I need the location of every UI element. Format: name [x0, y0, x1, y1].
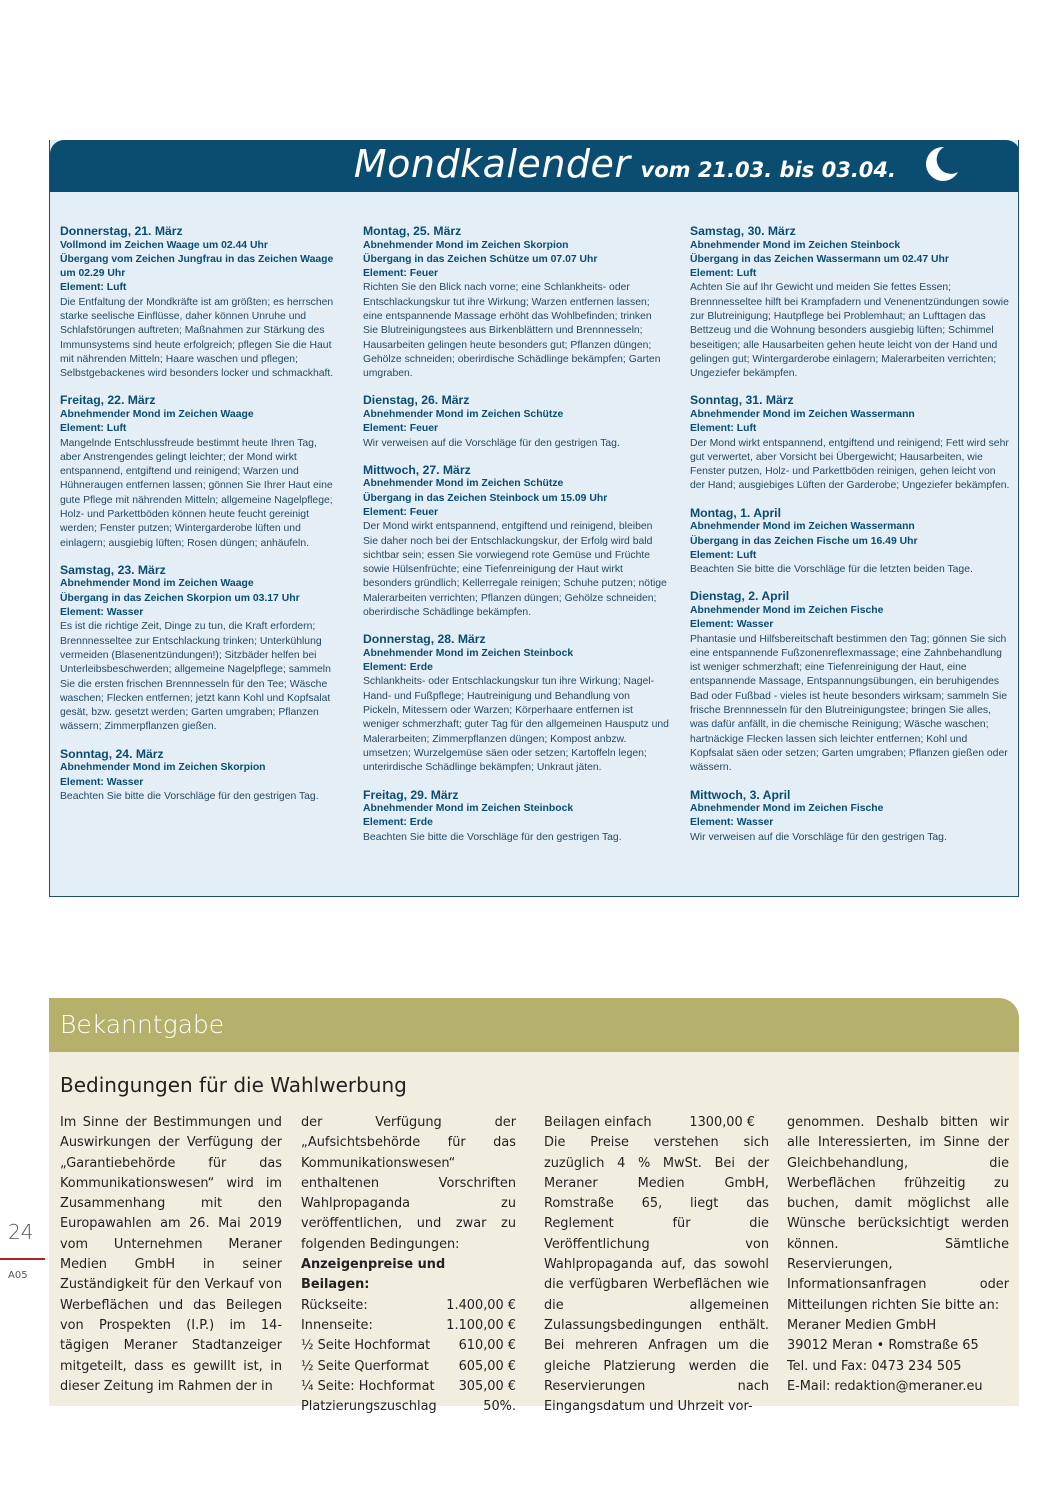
price-value: 1300,00 €: [689, 1115, 755, 1130]
price-row: [301, 1336, 516, 1356]
moon-day-info: Abnehmender Mond im Zeichen Steinbock: [363, 803, 574, 814]
moon-day-entry: [60, 563, 336, 735]
moon-column-2: [363, 224, 669, 857]
moon-day-text: Der Mond wirkt entspannend, entgiftend und reinigend; Fett wird sehr gut verwertet, aber Vorsicht bei Übergewicht; Hausarbeiten, wie Fenster putzen, Holz- und Parkettböden reinigen, gehen leicht von der Hand; ausgiebiges Lüften der Garderobe; Ungeziefer bekämpfen.: [690, 437, 1010, 492]
moon-day-entry: [690, 506, 1012, 578]
announcement-column-2: [301, 1113, 516, 1417]
price-row: [301, 1377, 516, 1397]
moon-day-info: Abnehmender Mond im Zeichen Waage: [60, 578, 254, 590]
moon-day-info: Element: Feuer: [363, 506, 439, 518]
moon-day-text: Die Entfaltung der Mondkräfte ist am größten; es herrschen starke seelische Einflüsse, daher können Unruhe und Schlafstörungen auftreten; Maßnahmen zur Stärkung des Immunsystems sind heute erfolgreich; pflegen Sie die Haut mit nährenden Mitteln; Haare waschen und pflegen; Selbstgebackenes wird besonders locker und schmackhaft.: [60, 296, 334, 380]
moon-day-info: Element: Luft: [690, 268, 757, 280]
moon-day-entry: [690, 393, 1012, 493]
contact-line: Tel. und Fax: 0473 234 505: [787, 1358, 962, 1374]
announcement-text-4: genommen. Deshalb bitten wir alle Interessierten, im Sinne der Gleichbehandlung, die Werbeflächen frühzeitig zu buchen, damit möglichst alle Wünsche berücksichtigt werden können. Sämtliche Reservierungen, Informationsanfragen oder Mitteilungen richten Sie bitte an:: [787, 1115, 1009, 1313]
moon-day-info: Element: Erde: [363, 817, 433, 829]
moon-calendar-header: [50, 140, 1019, 192]
price-row: [301, 1397, 516, 1417]
announcement-column-3: [544, 1113, 769, 1417]
contact-block: [787, 1316, 1009, 1397]
contact-line: 39012 Meran • Romstraße 65: [787, 1338, 979, 1354]
page-number-divider: [0, 1258, 45, 1260]
moon-day-date: Dienstag, 26. März: [363, 393, 470, 408]
moon-column-1: [60, 224, 336, 816]
announcement-text-1: Im Sinne der Bestimmungen und Auswirkungen der Verfügung der „Garantiebehörde für das Kommunikationswesen“ wird im Zusammenhang mit den Europawahlen am 26. Mai 2019 vom Unternehmen Meraner Medien GmbH in seiner Zuständigkeit für den Verkauf von Werbeflächen und das Beilegen von Prospekten (I.P.) im 14-tägigen Meraner Stadtanzeiger mitgeteilt, dass es gewillt ist, in dieser Zeitung im Rahmen der in: [60, 1115, 282, 1394]
moon-day-info: Übergang in das Zeichen Skorpion um 03.17 Uhr: [60, 592, 300, 604]
moon-title-dates: vom 21.03. bis 03.04.: [640, 158, 896, 182]
moon-day-info: Abnehmender Mond im Zeichen Fische: [690, 803, 884, 814]
price-row: [301, 1316, 516, 1336]
moon-day-info: Element: Erde: [363, 662, 433, 674]
moon-day-info: Abnehmender Mond im Zeichen Fische: [690, 604, 884, 616]
announcement-header: [49, 998, 1019, 1052]
price-label: ½ Seite Hochformat: [301, 1338, 431, 1354]
announcement-header-title: Bekanntgabe: [60, 1010, 225, 1039]
moon-day-date: Samstag, 30. März: [690, 224, 796, 238]
price-list: [301, 1296, 516, 1418]
moon-day-info: Element: Wasser: [60, 776, 144, 788]
moon-day-date: Freitag, 22. März: [60, 393, 156, 408]
moon-day-date: Samstag, 23. März: [60, 562, 166, 577]
moon-day-date: Dienstag, 2. April: [690, 589, 790, 604]
contact-line: Meraner Medien GmbH: [787, 1317, 937, 1333]
moon-day-text: Phantasie und Hilfsbereitschaft bestimmen den Tag; gönnen Sie sich eine entspannende Fußzonenreflexmassage; eine Zahnbehandlung ist weniger schmerzhaft; eine Tiefenreinigung der Haut, eine entspannende Massage, Entspannungsübungen, ein beruhigendes Bad oder Fußbad - vieles ist heute besonders wirksam; sammeln Sie frische Brennnesseln für den Blutreinigungstee; bringen Sie alles, was dafür anfällt, in die chemische Reinigung; Wäsche waschen; hartnäckige Flecken lassen sich leichter entfernen; Kohl und Kopfsalat säen oder setzen; Garten umgraben; Pflanzen gießen oder wässern.: [690, 633, 1008, 774]
moon-day-info: Element: Wasser: [60, 607, 144, 619]
moon-day-info: Element: Luft: [60, 423, 127, 435]
moon-day-entry: [690, 788, 1012, 845]
moon-day-info: Vollmond im Zeichen Waage um 02.44 Uhr: [60, 239, 268, 251]
moon-day-date: Sonntag, 31. März: [690, 393, 794, 408]
moon-day-entry: [690, 224, 1012, 381]
moon-day-text: Wir verweisen auf die Vorschläge für den gestrigen Tag.: [690, 831, 947, 843]
moon-day-info: Element: Wasser: [690, 817, 774, 829]
moon-day-entry: [60, 393, 336, 550]
moon-day-info: Abnehmender Mond im Zeichen Waage: [60, 408, 254, 420]
moon-day-info: Abnehmender Mond im Zeichen Wassermann: [690, 408, 915, 420]
moon-day-text: Der Mond wirkt entspannend, entgiftend und reinigend, bleiben Sie daher noch bei der Entschlackungskur, der Erfolg wird bald sichtbar sein; essen Sie vorwiegend rote Gemüse und Früchte sowie Hülsenfrüchte; eine Tiefenreinigung der Haut wirkt besonders gründlich; Kellerregale reinigen; Schuhe putzen; nötige Malerarbeiten verrichten; Pflanzen düngen; Gehölze schneiden; oberirdische Schädlinge bekämpfen.: [363, 521, 667, 619]
moon-day-text: Beachten Sie bitte die Vorschläge für die letzten beiden Tage.: [690, 564, 973, 576]
moon-title-text: Mondkalender: [353, 142, 631, 186]
price-label: ¼ Seite: Hochformat: [301, 1378, 435, 1394]
moon-day-date: Sonntag, 24. März: [60, 746, 164, 761]
moon-calendar-box: [49, 140, 1019, 897]
price-label: Innenseite:: [301, 1317, 373, 1333]
moon-day-info: Abnehmender Mond im Zeichen Steinbock: [363, 647, 574, 659]
moon-day-entry: [690, 589, 1012, 775]
moon-day-info: Element: Wasser: [690, 619, 774, 631]
crescent-moon-icon: [920, 144, 960, 184]
moon-day-info: Abnehmender Mond im Zeichen Skorpion: [60, 762, 266, 774]
announcement-text-2: der Verfügung der „Aufsichtsbehörde für das Kommunikationswesen“ enthaltenen Vorschriften Wahlpropaganda zu veröffentlichen, und zwar zu folgenden Bedingungen:: [301, 1115, 516, 1252]
moon-calendar-title: [50, 142, 896, 186]
moon-day-entry: [60, 224, 336, 381]
moon-day-date: Montag, 1. April: [690, 505, 781, 520]
moon-day-text: Es ist die richtige Zeit, Dinge zu tun, die Kraft erfordern; Brennnesseltee zur Entschlackung trinken; Unterkühlung vermeiden (Blasenentzündungen!); Sitzbäder helfen bei Unterleibsbeschwerden; allgemeine Nagelpflege; sammeln Sie die ersten frischen Brennnesseln für den Tee; Wäsche waschen; Flecken entfernen; jetzt kann Kohl und Kopfsalat gesät, bzw. gesetzt werden; Garten umgraben; Pflanzen wässern; Zimmerpflanzen gießen.: [60, 621, 331, 733]
price-value: 1.400,00 €: [446, 1297, 516, 1313]
price-value: 305,00 €: [458, 1378, 516, 1394]
moon-column-3: [690, 224, 1012, 857]
moon-day-info: Abnehmender Mond im Zeichen Skorpion: [363, 239, 569, 251]
moon-day-text: Beachten Sie bitte die Vorschläge für den gestrigen Tag.: [363, 831, 622, 843]
moon-day-info: Übergang in das Zeichen Schütze um 07.07 Uhr: [363, 253, 598, 265]
moon-day-info: Element: Feuer: [363, 268, 439, 280]
moon-day-text: Wir verweisen auf die Vorschläge für den gestrigen Tag.: [363, 437, 620, 449]
moon-day-text: Schlankheits- oder Entschlackungskur tun ihre Wirkung; Nagel- Hand- und Fußpflege; Hautreinigung und Behandlung von Pickeln, Mitessern oder Warzen; Körperhaare entfernen ist weniger schmerzhaft; guter Tag für den allgemeinen Hausputz und Malerarbeiten; Zimmerpflanzen düngen; Kompost anbzw. umsetzen; Wurzelgemüse säen oder setzen; Kartoffeln legen; unterirdische Schädlinge bekämpfen; Unkraut jäten.: [363, 676, 669, 774]
moon-day-date: Donnerstag, 28. März: [363, 632, 486, 647]
announcement-text-3: Die Preise verstehen sich zuzüglich 4 % MwSt. Bei der Meraner Medien GmbH, Romstraße 65, liegt das Reglement für die Veröffentlichung von Wahlpropaganda auf, das sowohl die verfügbaren Werbeflächen wie die allgemeinen Zulassungsbedingungen enthält. Bei mehreren Anfragen um die gleiche Platzierung werden die Reservierungen nach Eingangsdatum und Uhrzeit vor-: [544, 1135, 769, 1415]
price-row: [301, 1296, 516, 1316]
moon-day-info: Übergang in das Zeichen Steinbock um 15.09 Uhr: [363, 492, 608, 504]
moon-day-date: Mittwoch, 3. April: [690, 787, 791, 802]
moon-day-info: Abnehmender Mond im Zeichen Wassermann: [690, 521, 915, 533]
moon-day-date: Mittwoch, 27. März: [363, 462, 471, 477]
moon-day-date: Montag, 25. März: [363, 224, 462, 238]
moon-day-info: Abnehmender Mond im Zeichen Schütze: [363, 478, 564, 490]
moon-day-info: Element: Feuer: [363, 423, 439, 435]
announcement-column-1: [60, 1113, 282, 1397]
moon-day-entry: [363, 632, 669, 775]
price-label: Beilagen einfach: [544, 1115, 652, 1130]
announcement-column-4: [787, 1113, 1009, 1397]
moon-day-info: Abnehmender Mond im Zeichen Schütze: [363, 408, 564, 420]
page-code: A05: [8, 1270, 28, 1281]
moon-day-entry: [363, 463, 669, 620]
price-row: [301, 1357, 516, 1377]
moon-day-info: Abnehmender Mond im Zeichen Steinbock: [690, 239, 901, 251]
announcement-box: [49, 1052, 1019, 1415]
price-value: 610,00 €: [458, 1338, 516, 1354]
price-value: 50%.: [483, 1399, 516, 1415]
moon-day-info: Element: Luft: [690, 549, 757, 561]
moon-day-entry: [363, 788, 669, 845]
price-list-heading: Anzeigenpreise und Beilagen:: [301, 1257, 446, 1293]
moon-day-info: Element: Luft: [690, 423, 757, 435]
price-label: ½ Seite Querformat: [301, 1358, 429, 1374]
moon-day-info: Übergang in das Zeichen Fische um 16.49 Uhr: [690, 535, 918, 547]
price-label: Rückseite:: [301, 1297, 368, 1313]
moon-day-date: Freitag, 29. März: [363, 787, 459, 802]
moon-day-text: Richten Sie den Blick nach vorne; eine Schlankheits- oder Entschlackungskur tut ihre Wirkung; Warzen entfernen lassen; eine entspannende Massage erhöht das Wohlbefinden; trinken Sie Blutreinigungstees aus Birkenblättern und Brennnesseln; Hausarbeiten gelingen heute besonders gut; Pflanzen düngen; Gehölze schneiden; oberirdische Schädlinge bekämpfen; Garten umgraben.: [363, 282, 661, 380]
price-value: 1.100,00 €: [446, 1317, 516, 1333]
moon-day-entry: [363, 224, 669, 381]
moon-day-info: Übergang in das Zeichen Wassermann um 02.47 Uhr: [690, 253, 949, 265]
price-row-inserts: [544, 1113, 769, 1133]
contact-line: E-Mail: redaktion@meraner.eu: [787, 1378, 983, 1394]
moon-day-text: Beachten Sie bitte die Vorschläge für den gestrigen Tag.: [60, 790, 319, 802]
moon-day-entry: [60, 747, 336, 804]
moon-day-info: Übergang vom Zeichen Jungfrau in das Zeichen Waage um 02.29 Uhr: [60, 253, 334, 280]
moon-day-text: Mangelnde Entschlussfreude bestimmt heute Ihren Tag, aber Anstrengendes gelingt leichter; der Mond wirkt entspannend, entgiftend und reinigend; Warzen und Hühneraugen entfernen lassen; gönnen Sie Ihrer Haut eine gute Pflege mit nährenden Mitteln; allgemeine Nagelpflege; Holz- und Parkettböden können heute feucht gereinigt werden; Fenster putzen; Wintergarderobe lüften und einlagern; ausgiebig lüften; Rosen düngen; anhäufeln.: [60, 437, 333, 549]
price-value: 605,00 €: [458, 1358, 516, 1374]
moon-day-info: Element: Luft: [60, 282, 127, 294]
moon-day-entry: [363, 393, 669, 450]
price-label: Platzierungszuschlag: [301, 1399, 437, 1415]
moon-day-text: Achten Sie auf Ihr Gewicht und meiden Sie fettes Essen; Brennnesseltee hilft bei Krampfadern und Venenentzündungen sowie zur Blutreinigung; Hautpflege bei Problemhaut; an Lufttagen das Bettzeug und die Wohnung besonders ausgiebig lüften; Schimmel beseitigen; alle Hausarbeiten gehen heute leicht von der Hand und gelingen gut; Wintergarderobe einlagern; Malerarbeiten verrichten; Ungeziefer bekämpfen.: [690, 282, 1009, 380]
moon-day-date: Donnerstag, 21. März: [60, 224, 183, 238]
page-number: 24: [8, 1220, 34, 1244]
announcement-title: Bedingungen für die Wahlwerbung: [60, 1073, 407, 1097]
